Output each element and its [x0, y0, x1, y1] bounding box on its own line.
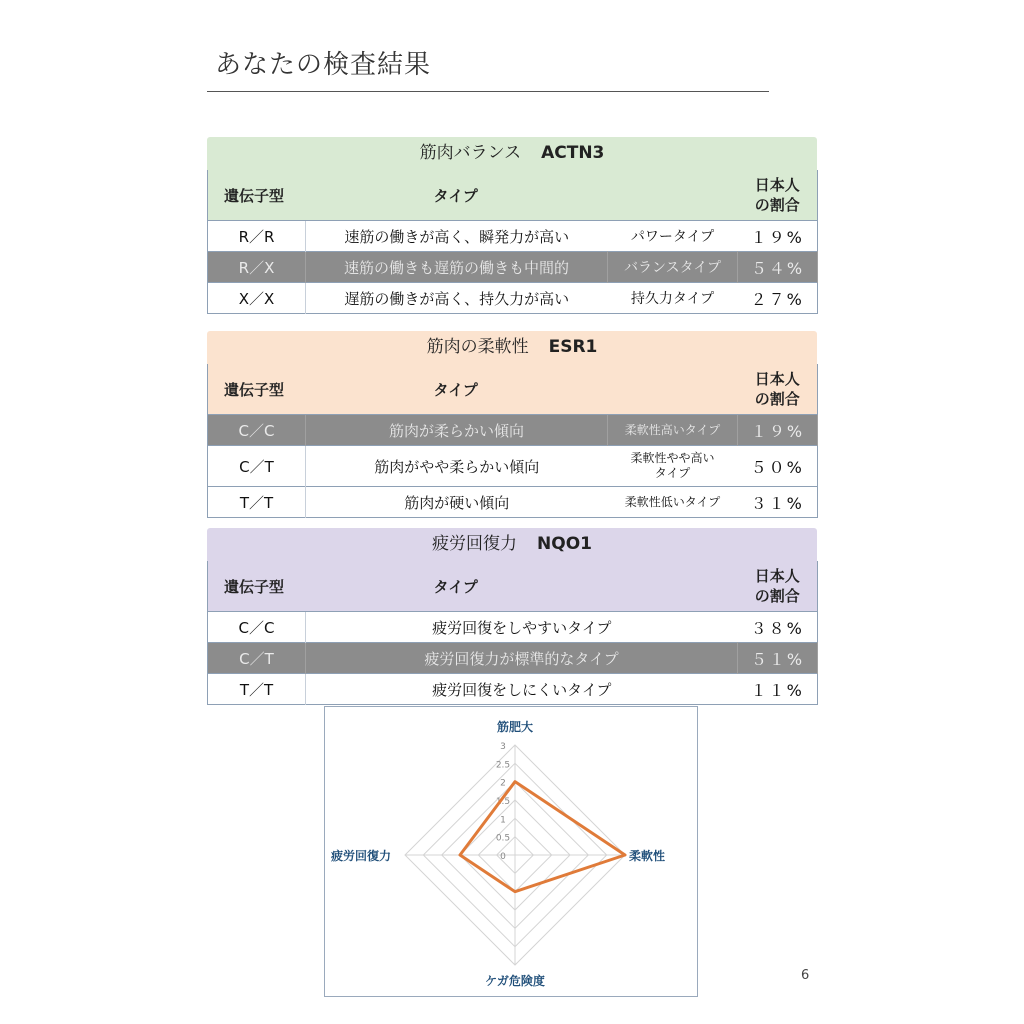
- col-genotype: 遺伝子型: [208, 561, 306, 612]
- axis-label: 筋肥大: [496, 720, 534, 734]
- gene-name: NQO1: [537, 534, 592, 554]
- table-header-row: [208, 561, 818, 612]
- series-line: [460, 782, 625, 892]
- description-cell: 筋肉が柔らかい傾向: [306, 415, 608, 446]
- type-label-cell: 柔軟性高いタイプ: [608, 415, 738, 446]
- tick-label: 0.5: [495, 833, 511, 844]
- description-cell: 速筋の働きが高く、瞬発力が高い: [306, 221, 608, 252]
- tick-label: 3: [500, 742, 506, 752]
- description-cell: 疲労回復をしにくいタイプ: [306, 674, 738, 705]
- page-title: あなたの検査結果: [215, 50, 432, 80]
- tick-label: 2: [500, 778, 506, 789]
- col-genotype: 遺伝子型: [208, 170, 306, 221]
- col-ratio: 日本人 の割合: [738, 561, 818, 612]
- description-cell: 筋肉がやや柔らかい傾向: [306, 446, 608, 487]
- description-cell: 遅筋の働きが高く、持久力が高い: [306, 283, 608, 314]
- table-row: [208, 415, 818, 446]
- section-esr1: [207, 331, 817, 518]
- tick-label: 1.5: [495, 797, 511, 807]
- col-type: タイプ: [306, 170, 738, 221]
- tick-label: 2.5: [495, 760, 511, 771]
- tick-label: 1: [500, 815, 506, 826]
- axis-label: 疲労回復力: [330, 849, 391, 863]
- type-label-cell: 柔軟性低いタイプ: [608, 487, 738, 518]
- radar-chart: [324, 706, 698, 997]
- table-header-row: [208, 170, 818, 221]
- genotype-cell: T／T: [208, 487, 306, 518]
- tick-label: 0: [500, 852, 506, 862]
- ratio-cell: １９%: [738, 221, 818, 252]
- section-name: 筋肉の柔軟性: [426, 337, 529, 357]
- ratio-cell: ３８%: [738, 612, 818, 643]
- genotype-cell: C／C: [208, 612, 306, 643]
- description-cell: 速筋の働きも遅筋の働きも中間的: [306, 252, 608, 283]
- genotype-cell: C／T: [208, 643, 306, 674]
- genotype-table: [207, 170, 818, 314]
- table-row: [208, 283, 818, 314]
- type-label-cell: バランスタイプ: [608, 252, 738, 283]
- table-header-row: [208, 364, 818, 415]
- col-genotype: 遺伝子型: [208, 364, 306, 415]
- genotype-cell: C／C: [208, 415, 306, 446]
- radar-chart-svg: [325, 707, 697, 996]
- title-divider: [207, 91, 769, 92]
- axis-label: ケガ危険度: [485, 974, 545, 988]
- type-label-cell: 持久力タイプ: [608, 283, 738, 314]
- genotype-table: [207, 364, 818, 518]
- col-ratio: 日本人 の割合: [738, 364, 818, 415]
- ratio-cell: ５１%: [738, 643, 818, 674]
- genotype-cell: R／X: [208, 252, 306, 283]
- type-label-cell: パワータイプ: [608, 221, 738, 252]
- genotype-table: [207, 561, 818, 705]
- table-row: [208, 674, 818, 705]
- ratio-cell: ５４%: [738, 252, 818, 283]
- ratio-cell: ３１%: [738, 487, 818, 518]
- section-header: [207, 137, 817, 170]
- section-actn3: [207, 137, 817, 314]
- ratio-cell: １９%: [738, 415, 818, 446]
- table-row: [208, 252, 818, 283]
- table-row: [208, 446, 818, 487]
- genotype-cell: C／T: [208, 446, 306, 487]
- page-number: 6: [801, 968, 810, 983]
- col-ratio: 日本人 の割合: [738, 170, 818, 221]
- genotype-cell: R／R: [208, 221, 306, 252]
- gene-name: ACTN3: [541, 143, 605, 163]
- section-name: 疲労回復力: [432, 534, 518, 554]
- section-nqo1: [207, 528, 817, 705]
- table-row: [208, 221, 818, 252]
- section-header: [207, 331, 817, 364]
- axis-label: 柔軟性: [629, 849, 666, 863]
- genotype-cell: T／T: [208, 674, 306, 705]
- type-label-cell: 柔軟性やや高い タイプ: [608, 446, 738, 487]
- section-name: 筋肉バランス: [419, 143, 522, 163]
- ratio-cell: ２７%: [738, 283, 818, 314]
- ratio-cell: ５０%: [738, 446, 818, 487]
- col-type: タイプ: [306, 561, 738, 612]
- gene-name: ESR1: [548, 337, 598, 357]
- table-row: [208, 487, 818, 518]
- description-cell: 筋肉が硬い傾向: [306, 487, 608, 518]
- description-cell: 疲労回復力が標準的なタイプ: [306, 643, 738, 674]
- description-cell: 疲労回復をしやすいタイプ: [306, 612, 738, 643]
- section-header: [207, 528, 817, 561]
- table-row: [208, 643, 818, 674]
- table-row: [208, 612, 818, 643]
- genotype-cell: X／X: [208, 283, 306, 314]
- col-type: タイプ: [306, 364, 738, 415]
- ratio-cell: １１%: [738, 674, 818, 705]
